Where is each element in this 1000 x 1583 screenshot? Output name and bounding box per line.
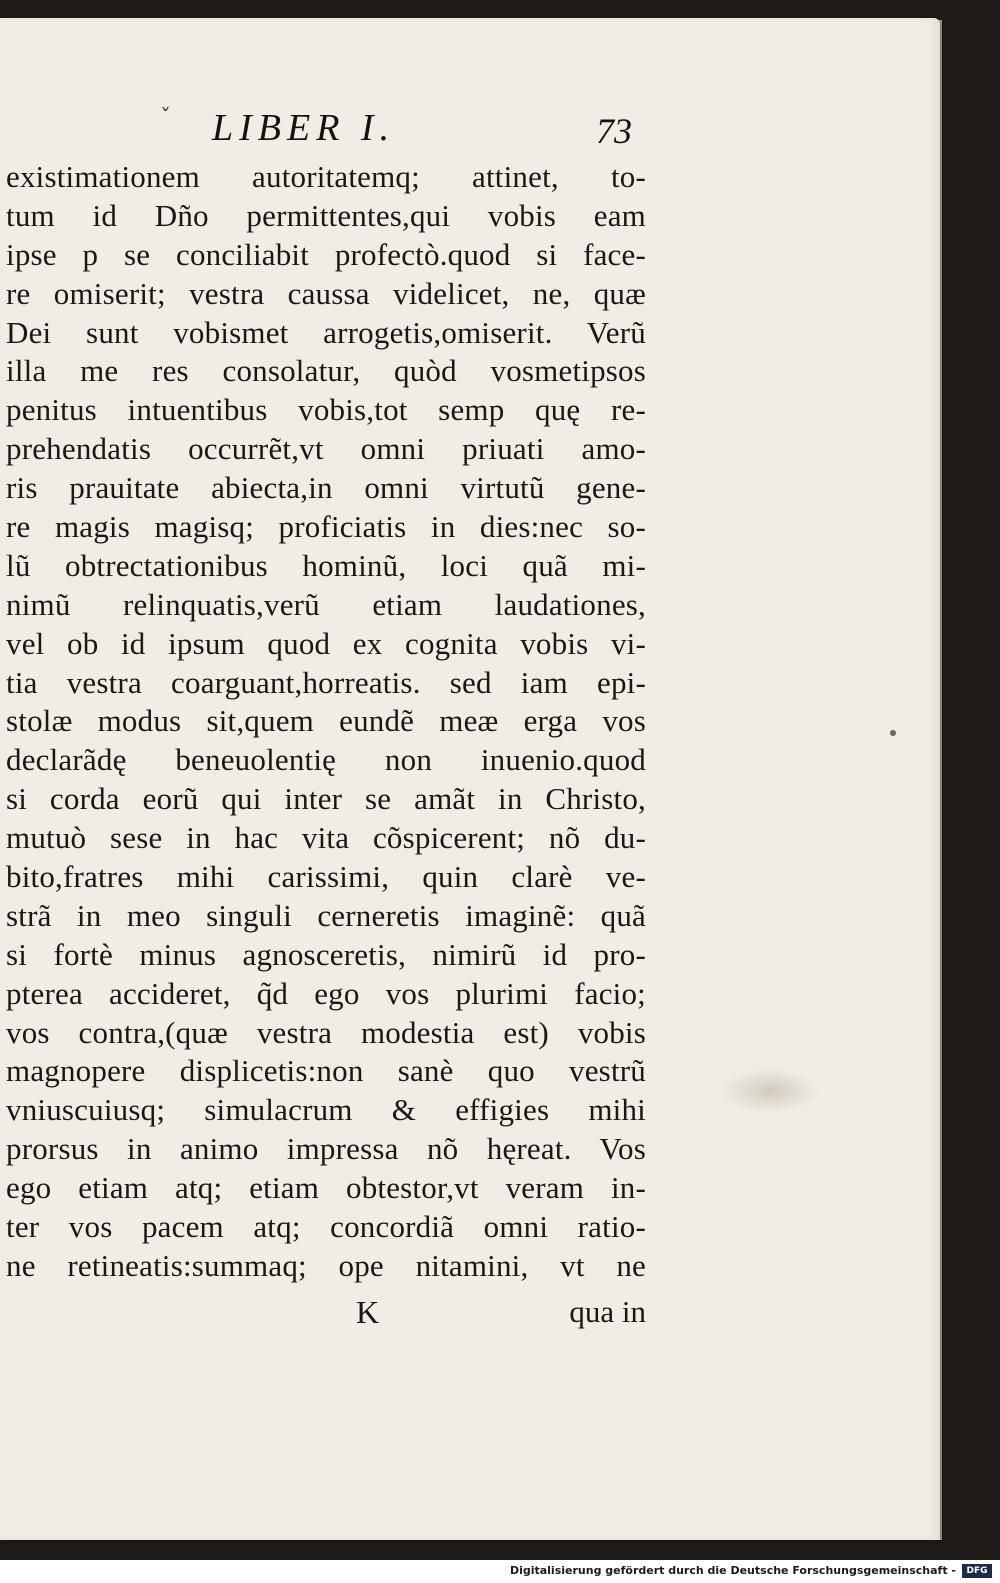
- text-line: illa me res consolatur, quòd vosmetipsos: [6, 353, 646, 389]
- text-line: vniuscuiusq; simulacrum & effigies mihi: [6, 1092, 646, 1128]
- text-line: penitus intuentibus vobis,tot semp quę re-: [6, 392, 646, 428]
- text-line: si fortè minus agnosceretis, nimirũ id pro-: [6, 936, 646, 972]
- page-number: 73: [596, 111, 632, 151]
- text-line: strã in meo singuli cerneretis imaginẽ: quã: [6, 897, 646, 933]
- text-line: Dei sunt vobismet arrogetis,omiserit. Verũ: [6, 314, 646, 350]
- text-line: tum id Dño permittentes,qui vobis eam: [6, 197, 646, 233]
- dfg-logo: DFG: [962, 1564, 992, 1578]
- text-line: si corda eorũ qui inter se amãt in Christo,: [6, 781, 646, 817]
- text-line: ne retineatis:summaq; ope nitamini, vt ne: [6, 1247, 646, 1283]
- text-line: tia vestra coarguant,horreatis. sed iam epi-: [6, 664, 646, 700]
- text-line: ipse p se conciliabit profectò.quod si face-: [6, 236, 646, 272]
- signature-mark: K: [356, 1294, 380, 1330]
- ink-mark: ˇ: [160, 106, 171, 131]
- running-head: [0, 106, 660, 156]
- text-line: existimationem autoritatemq; attinet, to-: [6, 159, 646, 194]
- page-footer-line: [6, 1294, 646, 1334]
- text-line: bito,fratres mihi carissimi, quin clarè ve-: [6, 859, 646, 895]
- catchword: qua in: [569, 1294, 646, 1329]
- funding-credit: Digitalisierung gefördert durch die Deutsche Forschungsgemeinschaft -: [509, 1564, 956, 1577]
- text-line: lũ obtrectationibus hominũ, loci quã mi-: [6, 547, 646, 583]
- text-line: stolæ modus sit,quem eundẽ meæ erga vos: [6, 703, 646, 739]
- text-line: pterea accideret, q̃d ego vos plurimi facio;: [6, 975, 646, 1011]
- text-line: ego etiam atq; etiam obtestor,vt veram in-: [6, 1170, 646, 1206]
- text-line: nimũ relinquatis,verũ etiam laudationes,: [6, 586, 646, 622]
- text-line: re omiserit; vestra caussa videlicet, ne, quæ: [6, 275, 646, 311]
- book-page: [0, 18, 940, 1540]
- text-line: magnopere displicetis:non sanè quo vestrũ: [6, 1053, 646, 1089]
- text-line: declarãdę beneuolentię non inuenio.quod: [6, 742, 646, 778]
- text-line: ris prauitate abiecta,in omni virtutũ gene-: [6, 470, 646, 506]
- text-line: mutuò sese in hac vita cõspicerent; nõ du-: [6, 820, 646, 856]
- text-line: vel ob id ipsum quod ex cognita vobis vi-: [6, 625, 646, 661]
- text-line: prorsus in animo impressa nõ hęreat. Vos: [6, 1131, 646, 1167]
- body-text: [6, 158, 646, 1286]
- text-line: re magis magisq; proficiatis in dies:nec so-: [6, 509, 646, 545]
- paper-stain: [720, 1068, 820, 1114]
- digitization-footer: [0, 1560, 1000, 1583]
- book-title: LIBER I.: [212, 107, 396, 149]
- ink-spot: [890, 730, 896, 736]
- text-line: vos contra,(quæ vestra modestia est) vobis: [6, 1014, 646, 1050]
- text-line: prehendatis occurrẽt,vt omni priuati amo-: [6, 431, 646, 467]
- text-line: ter vos pacem atq; concordiã omni ratio-: [6, 1209, 646, 1245]
